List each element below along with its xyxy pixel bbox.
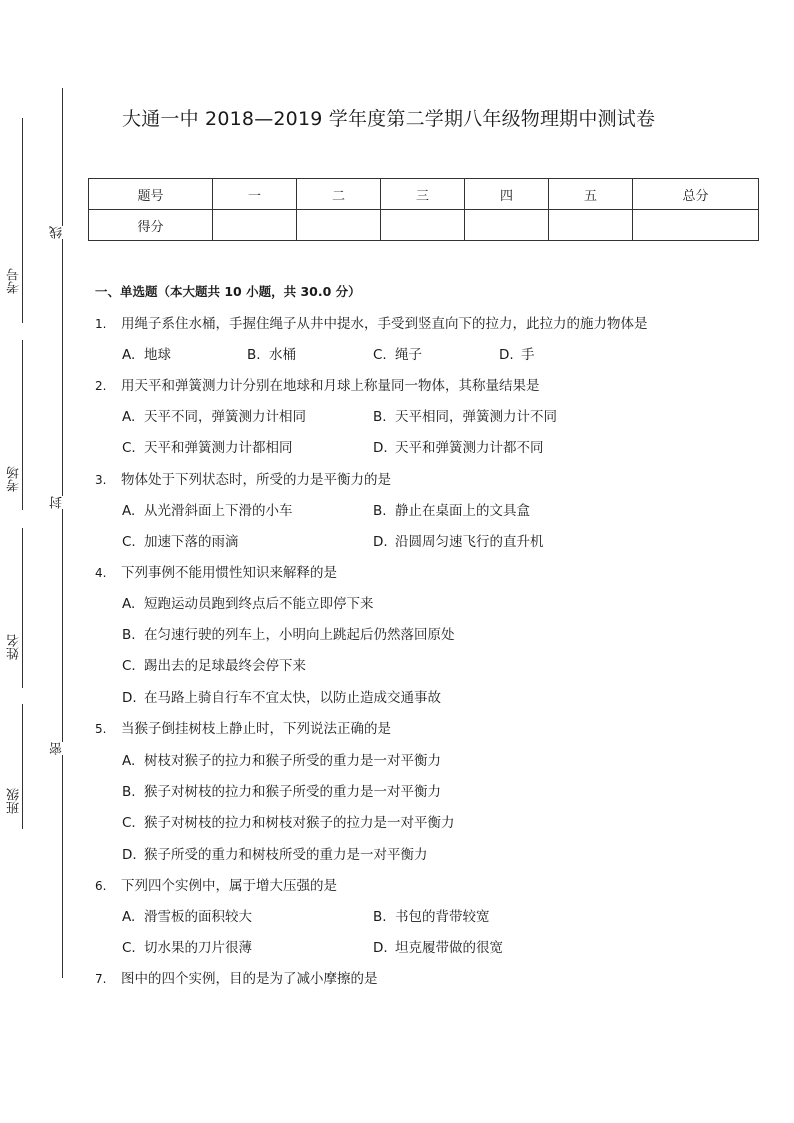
option-3c: C. 加速下落的雨滴 (122, 534, 239, 550)
option-2b: B. 天平相同，弹簧测力计不同 (373, 409, 557, 425)
option-5a: A. 树枝对猴子的拉力和猴子所受的重力是一对平衡力 (122, 753, 441, 769)
question-text: 物体处于下列状态时，所受的力是平衡力的是 (121, 472, 391, 488)
option-1a: A. 地球 (122, 347, 171, 363)
seal-char-mi: 密 (48, 742, 68, 755)
page-title: 大通一中 2018—2019 学年度第二学期八年级物理期中测试卷 (122, 108, 656, 130)
option-4b: B. 在匀速行驶的列车上，小明向上跳起后仍然落回原处 (122, 627, 455, 643)
question-number: 5. (95, 722, 107, 736)
question-text: 下列四个实例中，属于增大压强的是 (121, 878, 337, 894)
score-row-label: 得分 (89, 210, 213, 241)
option-5b: B. 猴子对树枝的拉力和猴子所受的重力是一对平衡力 (122, 784, 441, 800)
question-5 (95, 717, 391, 737)
seal-char-xian: 线 (48, 226, 68, 239)
option-6c: C. 切水果的刀片很薄 (122, 940, 252, 956)
question-7 (95, 967, 378, 987)
score-header-cell: 总分 (633, 179, 759, 210)
question-number: 7. (95, 972, 107, 986)
score-header-cell: 四 (465, 179, 549, 210)
score-cell[interactable] (549, 210, 633, 241)
score-header-cell: 题号 (89, 179, 213, 210)
question-text: 当猴子倒挂树枝上静止时，下列说法正确的是 (121, 721, 391, 737)
score-table-header-row (89, 179, 759, 210)
question-number: 6. (95, 879, 107, 893)
option-1c: C. 绳子 (373, 347, 422, 363)
xingming-blank-line (22, 528, 23, 688)
binding-line (62, 88, 63, 978)
score-cell[interactable] (633, 210, 759, 241)
option-4d: D. 在马路上骑自行车不宜太快，以防止造成交通事故 (122, 690, 441, 706)
option-5d: D. 猴子所受的重力和树枝所受的重力是一对平衡力 (122, 847, 428, 863)
question-text: 用绳子系住水桶，手握住绳子从井中提水，手受到竖直向下的拉力，此拉力的施力物体是 (121, 316, 648, 332)
option-2a: A. 天平不同，弹簧测力计相同 (122, 409, 306, 425)
question-text: 下列事例不能用惯性知识来解释的是 (121, 565, 337, 581)
score-header-cell: 三 (381, 179, 465, 210)
score-cell[interactable] (381, 210, 465, 241)
option-3a: A. 从光滑斜面上下滑的小车 (122, 503, 293, 519)
question-number: 3. (95, 473, 107, 487)
score-table-score-row (89, 210, 759, 241)
score-header-cell: 一 (213, 179, 297, 210)
option-4a: A. 短跑运动员跑到终点后不能立即停下来 (122, 596, 374, 612)
question-number: 2. (95, 379, 107, 393)
xingming-label: 姓名 (7, 634, 22, 660)
score-cell[interactable] (213, 210, 297, 241)
option-4c: C. 踢出去的足球最终会停下来 (122, 658, 306, 674)
score-header-cell: 五 (549, 179, 633, 210)
section-heading: 一、单选题（本大题共 10 小题，共 30.0 分） (95, 284, 361, 299)
question-number: 4. (95, 566, 107, 580)
option-3b: B. 静止在桌面上的文具盒 (373, 503, 530, 519)
kaohao-label: 考号 (7, 268, 22, 294)
seal-char-feng: 封 (48, 496, 68, 509)
option-2c: C. 天平和弹簧测力计都相同 (122, 440, 293, 456)
option-6d: D. 坦克履带做的很宽 (373, 940, 503, 956)
option-2d: D. 天平和弹簧测力计都不同 (373, 440, 544, 456)
question-text: 图中的四个实例，目的是为了减小摩擦的是 (121, 971, 378, 987)
question-2 (95, 374, 540, 394)
question-text: 用天平和弹簧测力计分别在地球和月球上称量同一物体，其称量结果是 (121, 378, 540, 394)
option-5c: C. 猴子对树枝的拉力和树枝对猴子的拉力是一对平衡力 (122, 815, 455, 831)
question-1 (95, 312, 648, 332)
score-cell[interactable] (465, 210, 549, 241)
score-header-cell: 二 (297, 179, 381, 210)
question-number: 1. (95, 317, 107, 331)
score-table (88, 178, 759, 241)
banji-label: 班级 (7, 788, 22, 814)
question-3 (95, 468, 391, 488)
option-3d: D. 沿圆周匀速飞行的直升机 (373, 534, 544, 550)
option-6b: B. 书包的背带较宽 (373, 909, 490, 925)
kaochang-label: 考场 (7, 466, 22, 492)
question-6 (95, 874, 337, 894)
question-4 (95, 561, 337, 581)
option-1b: B. 水桶 (247, 347, 296, 363)
option-1d: D. 手 (499, 347, 535, 363)
option-6a: A. 滑雪板的面积较大 (122, 909, 252, 925)
score-cell[interactable] (297, 210, 381, 241)
